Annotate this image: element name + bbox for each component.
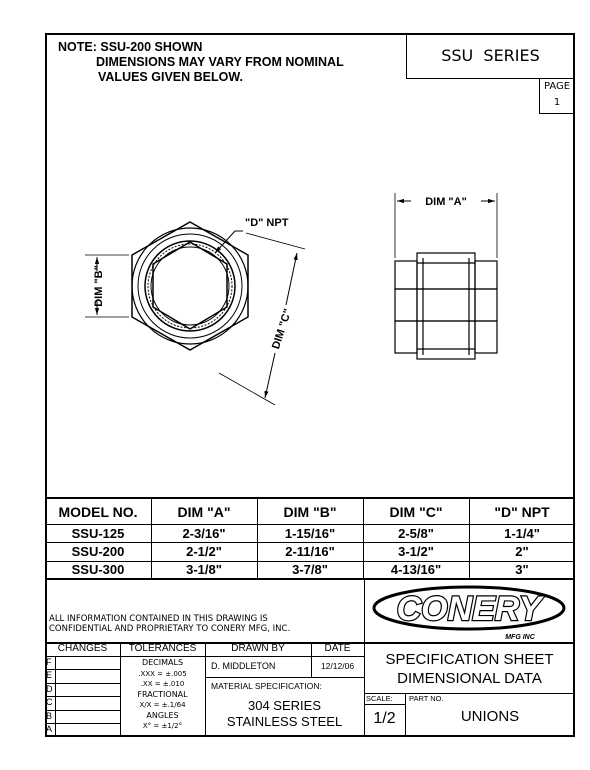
table-row-line-1 bbox=[45, 542, 575, 543]
rev-line bbox=[45, 710, 120, 711]
tolerances-label: TOLERANCES bbox=[128, 643, 197, 654]
table-cell: 3" bbox=[515, 562, 529, 577]
tolerance-values bbox=[120, 658, 205, 732]
table-cell: 2-3/16" bbox=[182, 526, 226, 541]
drawn-by-label: DRAWN BY bbox=[231, 643, 285, 654]
note-line-3: VALUES GIVEN BELOW. bbox=[98, 70, 243, 84]
tol-fractional: FRACTIONAL bbox=[137, 689, 188, 699]
part-label: PART NO. bbox=[409, 694, 444, 703]
table-cell: 2" bbox=[515, 544, 529, 559]
page-label: PAGE bbox=[543, 81, 571, 92]
confidential-line-1: ALL INFORMATION CONTAINED IN THIS DRAWING IS bbox=[49, 614, 268, 624]
header-dim-a: DIM "A" bbox=[177, 504, 231, 520]
tb-material-line bbox=[205, 677, 364, 678]
note-line-1: NOTE: SSU-200 SHOWN bbox=[58, 40, 203, 54]
dim-b-label: DIM "B" bbox=[93, 265, 105, 307]
header-dim-c: DIM "C" bbox=[389, 504, 443, 520]
dim-a-label: DIM "A" bbox=[425, 196, 467, 208]
table-cell: 4-13/16" bbox=[390, 562, 442, 577]
tol-xx: .XX = ±.010 bbox=[140, 680, 185, 688]
rev-f: F bbox=[46, 657, 52, 667]
material-line-1: 304 SERIES bbox=[248, 698, 321, 713]
union-drawing bbox=[45, 113, 575, 498]
note bbox=[58, 40, 398, 85]
table-cell: 2-1/2" bbox=[186, 544, 222, 559]
material-label: MATERIAL SPECIFICATION: bbox=[211, 681, 322, 691]
rev-line bbox=[45, 669, 120, 670]
table-cell: 3-1/2" bbox=[398, 544, 434, 559]
page-number: 1 bbox=[553, 97, 561, 108]
side-view bbox=[395, 253, 497, 359]
confidential-notice bbox=[49, 614, 290, 634]
changes-label: CHANGES bbox=[57, 643, 108, 654]
series-title: SSU SERIES bbox=[441, 46, 540, 65]
table-cell: 1-15/16" bbox=[284, 526, 336, 541]
table-cell: SSU-300 bbox=[71, 562, 125, 577]
date-label: DATE bbox=[324, 643, 351, 654]
table-bottom bbox=[45, 578, 575, 580]
rev-c: C bbox=[46, 697, 53, 707]
table-cell: 3-7/8" bbox=[292, 562, 328, 577]
logo-subtext: MFG INC bbox=[505, 634, 535, 641]
spec-line-2: DIMENSIONAL DATA bbox=[397, 670, 542, 687]
dim-c-label: DIM "C" bbox=[270, 307, 295, 351]
tb-scale-label-line bbox=[364, 704, 405, 705]
rev-line bbox=[45, 696, 120, 697]
drawing-date: 12/12/06 bbox=[320, 661, 355, 671]
note-line-2: DIMENSIONS MAY VARY FROM NOMINAL bbox=[96, 55, 344, 69]
header-npt: "D" NPT bbox=[494, 504, 550, 520]
table-header-line bbox=[45, 524, 575, 525]
header-model: MODEL NO. bbox=[58, 504, 138, 520]
tol-decimals: DECIMALS bbox=[141, 658, 184, 667]
logo-text: CONERY bbox=[396, 590, 542, 628]
spec-line-1: SPECIFICATION SHEET bbox=[385, 651, 554, 668]
table-cell: SSU-200 bbox=[71, 544, 125, 559]
part-value: UNIONS bbox=[460, 708, 520, 725]
table-cell: 3-1/8" bbox=[186, 562, 222, 577]
rev-line bbox=[45, 683, 120, 684]
confidential-line-2: CONFIDENTIAL AND PROPRIETARY TO CONERY MFG, INC. bbox=[49, 624, 291, 634]
material-line-2: STAINLESS STEEL bbox=[226, 714, 343, 729]
npt-label: "D" NPT bbox=[245, 217, 289, 229]
tol-angle-value: X° = ±1/2° bbox=[142, 722, 183, 730]
rev-d: D bbox=[46, 684, 53, 694]
scale-label: SCALE: bbox=[366, 694, 393, 703]
tol-frac-value: X/X = ±.1/64 bbox=[139, 701, 186, 709]
rev-b: B bbox=[46, 711, 53, 721]
table-top bbox=[45, 497, 575, 499]
header-dim-b: DIM "B" bbox=[283, 504, 337, 520]
conery-logo bbox=[370, 583, 570, 641]
front-view bbox=[132, 222, 248, 350]
table-cell: 1-1/4" bbox=[504, 526, 540, 541]
rev-e: E bbox=[46, 670, 53, 680]
rev-line bbox=[45, 723, 120, 724]
drawn-by: D. MIDDLETON bbox=[211, 661, 276, 671]
table-cell: SSU-125 bbox=[71, 526, 125, 541]
table-cell: 2-11/16" bbox=[285, 544, 335, 559]
scale-value: 1/2 bbox=[373, 710, 396, 727]
table-cell: 2-5/8" bbox=[398, 526, 434, 541]
tol-xxx: .XXX = ±.005 bbox=[138, 669, 187, 678]
tol-angles: ANGLES bbox=[146, 710, 179, 720]
rev-a: A bbox=[46, 724, 53, 734]
series-box-bottom bbox=[406, 78, 575, 79]
